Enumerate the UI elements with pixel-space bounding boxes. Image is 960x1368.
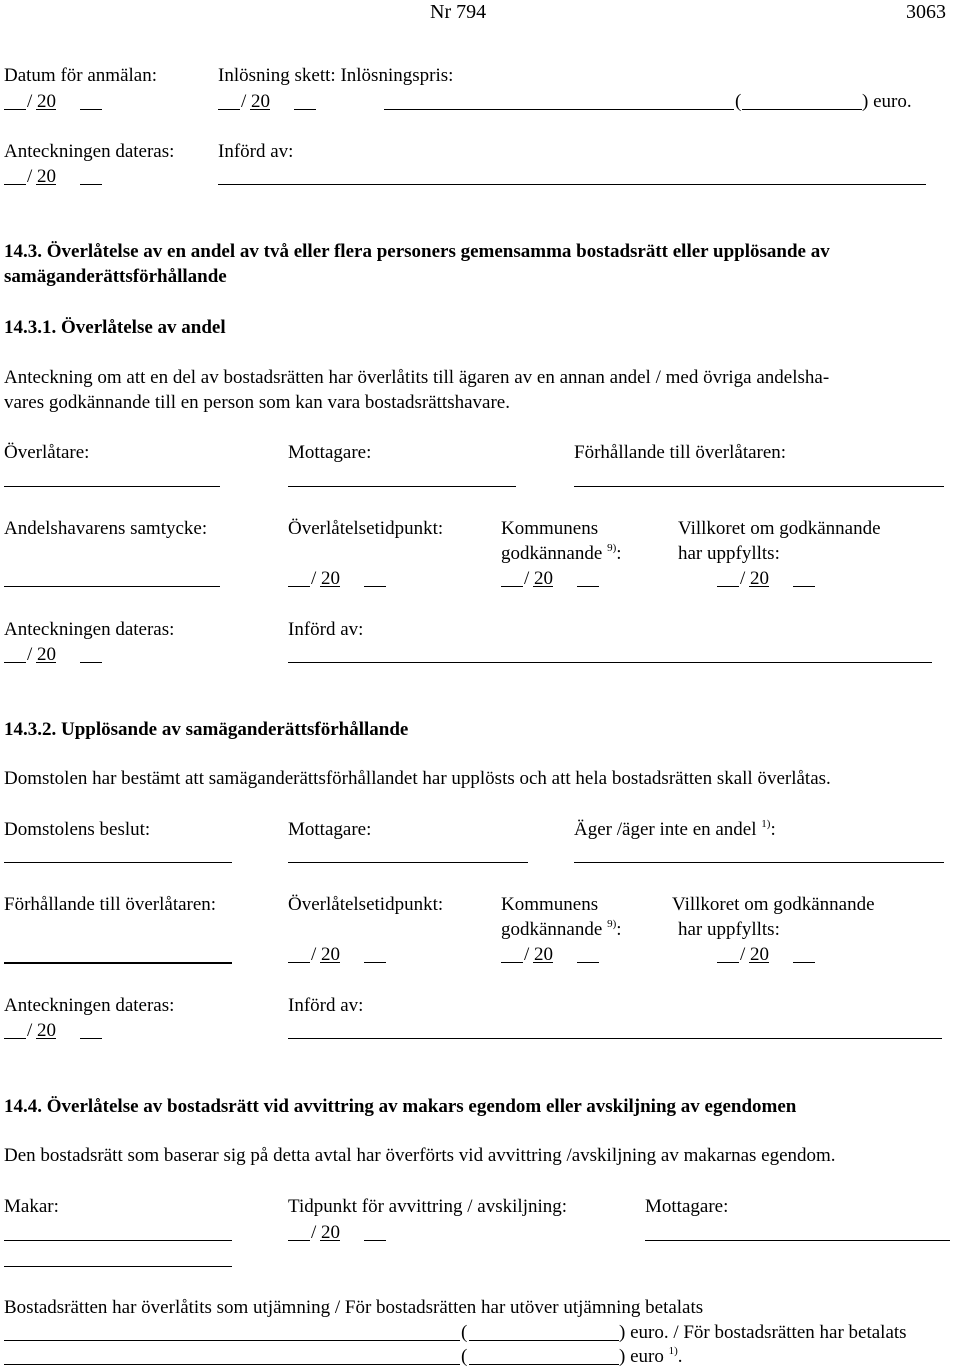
section-14-3-heading: 14.3. Överlåtelse av en andel av två eller flera personers gemensamma bostadsrätt eller upplösande av xyxy=(4,241,830,262)
date-day-line[interactable] xyxy=(4,1038,26,1039)
footnote-1: 1) xyxy=(761,818,771,830)
date-a: / 20 xyxy=(27,91,57,112)
makar-label: Makar: xyxy=(4,1196,59,1217)
utjamning-text-line[interactable] xyxy=(4,1340,460,1341)
villkoret-label: Villkoret om godkännande xyxy=(678,518,881,539)
samtycke-line[interactable] xyxy=(4,586,220,587)
inford-label: Införd av: xyxy=(288,619,364,640)
mottagare-label: Mottagare: xyxy=(288,819,372,840)
villkoret-date: / 20 xyxy=(740,568,770,589)
date-day-line[interactable] xyxy=(501,962,523,963)
section-14-3-1-paragraph: Anteckning om att en del av bostadsrätten har överlåtits till ägaren av en annan andel / med övriga andelsha- xyxy=(4,367,830,388)
price-amount-line[interactable] xyxy=(742,109,862,110)
forhallande-line[interactable] xyxy=(574,486,944,487)
kommunens-date: / 20 xyxy=(524,568,554,589)
date-day-line[interactable] xyxy=(288,586,310,587)
tidpunkt-label: Överlåtelsetidpunkt: xyxy=(288,894,444,915)
inford-label: Införd av: xyxy=(288,995,364,1016)
overlatare-line[interactable] xyxy=(4,486,220,487)
footnote-9: 9) xyxy=(607,918,617,930)
ager-label: Äger /äger inte en andel $^{1)}$: xyxy=(574,818,776,840)
section-14-3-1-paragraph-cont: vares godkännande till en person som kan vara bostadsrättshavare. xyxy=(4,392,510,413)
section-14-3-2-paragraph: Domstolen har bestämt att samäganderättsförhållandet har upplösts och att hela bostadsrätten skall överlåtas. xyxy=(4,768,831,789)
samtycke-label: Andelshavarens samtycke: xyxy=(4,518,208,539)
godkannande-label: godkännande $^{9)}$: xyxy=(501,918,622,940)
tidpunkt-label: Tidpunkt för avvittring / avskiljning: xyxy=(288,1196,568,1217)
mottagare-label: Mottagare: xyxy=(645,1196,729,1217)
date-month-line[interactable] xyxy=(533,962,553,963)
date-month-line[interactable] xyxy=(36,1038,56,1039)
godkannande-label: godkännande $^{9)}$: xyxy=(501,542,622,564)
inford-signature-line[interactable] xyxy=(288,1038,942,1039)
section-14-4-paragraph: Den bostadsrätt som baserar sig på detta avtal har överförts vid avvittring /avskiljning av makarnas egendom. xyxy=(4,1145,836,1166)
date-year-line[interactable] xyxy=(80,184,102,185)
makar-line-2[interactable] xyxy=(4,1266,232,1267)
date-year-line[interactable] xyxy=(793,586,815,587)
date-day-line[interactable] xyxy=(288,1240,310,1241)
date-year-line[interactable] xyxy=(80,1038,102,1039)
page-number: 3063 xyxy=(906,1,946,23)
anteckning-date: / 20 xyxy=(27,1020,57,1041)
date-month-line[interactable] xyxy=(320,962,340,963)
section-14-3-1-heading: 14.3.1. Överlåtelse av andel xyxy=(4,317,226,338)
villkoret-label: Villkoret om godkännande xyxy=(672,894,875,915)
beslut-line[interactable] xyxy=(4,862,232,863)
section-14-4-heading: 14.4. Överlåtelse av bostadsrätt vid avvittring av makars egendom eller avskiljning av egendomen xyxy=(4,1096,797,1117)
date-month-line[interactable] xyxy=(749,962,769,963)
tidpunkt-label: Överlåtelsetidpunkt: xyxy=(288,518,444,539)
footnote-9: 9) xyxy=(607,542,617,554)
date-month-line[interactable] xyxy=(533,586,553,587)
tidpunkt-date: / 20 xyxy=(311,568,341,589)
betalats-amount-line[interactable] xyxy=(469,1364,619,1365)
betalats-euro-text: ) euro $^{1)}$. xyxy=(619,1345,683,1367)
date-month-line[interactable] xyxy=(36,109,56,110)
document-number: Nr 794 xyxy=(430,1,487,23)
forhallande-label: Förhållande till överlåtaren: xyxy=(4,894,217,915)
date-year-line[interactable] xyxy=(364,962,386,963)
kommunens-label: Kommunens xyxy=(501,518,599,539)
makar-line[interactable] xyxy=(4,1240,232,1241)
mottagare-label: Mottagare: xyxy=(288,442,372,463)
date-c: / 20 xyxy=(27,166,57,187)
date-day-line[interactable] xyxy=(717,586,739,587)
date-year-line[interactable] xyxy=(793,962,815,963)
date-year-line[interactable] xyxy=(80,662,102,663)
date-b: / 20 xyxy=(241,91,271,112)
beslut-label: Domstolens beslut: xyxy=(4,819,151,840)
section-14-3-heading-cont: samäganderättsförhållande xyxy=(4,266,227,287)
date-year-line[interactable] xyxy=(80,109,102,110)
date-day-line[interactable] xyxy=(218,109,240,110)
villkoret-date: / 20 xyxy=(740,944,770,965)
euro-suffix: ) euro. xyxy=(862,91,912,112)
forhallande-label: Förhållande till överlåtaren: xyxy=(574,442,787,463)
mottagare-line[interactable] xyxy=(288,486,516,487)
date-day-line[interactable] xyxy=(4,662,26,663)
ager-line[interactable] xyxy=(574,862,944,863)
date-day-line[interactable] xyxy=(4,184,26,185)
date-day-line[interactable] xyxy=(501,586,523,587)
kommunens-label: Kommunens xyxy=(501,894,599,915)
inlosning-label: Inlösning skett: Inlösningspris: xyxy=(218,65,454,86)
utjamning-amount-line[interactable] xyxy=(469,1340,619,1341)
inford-signature-line[interactable] xyxy=(218,184,926,185)
date-month-line[interactable] xyxy=(36,184,56,185)
date-year-line[interactable] xyxy=(364,1240,386,1241)
datum-label: Datum för anmälan: xyxy=(4,65,158,86)
date-day-line[interactable] xyxy=(717,962,739,963)
date-year-line[interactable] xyxy=(577,586,599,587)
section-14-3-2-heading: 14.3.2. Upplösande av samäganderättsförhållande xyxy=(4,719,409,740)
date-month-line[interactable] xyxy=(749,586,769,587)
anteckning-label: Anteckningen dateras: xyxy=(4,995,175,1016)
anteckning-date: / 20 xyxy=(27,644,57,665)
date-day-line[interactable] xyxy=(4,109,26,110)
paren-open: ( xyxy=(461,1346,468,1367)
mottagare-line[interactable] xyxy=(288,862,528,863)
price-text-line[interactable] xyxy=(384,109,734,110)
uppfyllts-label: har uppfyllts: xyxy=(678,543,780,564)
mottagare-line[interactable] xyxy=(645,1240,950,1241)
forhallande-line[interactable] xyxy=(4,962,232,964)
footnote-1: 1) xyxy=(668,1345,678,1357)
date-month-line[interactable] xyxy=(36,662,56,663)
tidpunkt-date: / 20 xyxy=(311,1222,341,1243)
utjamning-text: Bostadsrätten har överlåtits som utjämning / För bostadsrätten har utöver utjämning betalats xyxy=(4,1297,704,1318)
overlatare-label: Överlåtare: xyxy=(4,442,90,463)
date-year-line[interactable] xyxy=(577,962,599,963)
date-month-line[interactable] xyxy=(250,109,270,110)
paren-open: ( xyxy=(735,91,742,112)
date-year-line[interactable] xyxy=(294,109,316,110)
betalats-text-line[interactable] xyxy=(4,1364,460,1365)
uppfyllts-label: har uppfyllts: xyxy=(678,919,780,940)
kommunens-date: / 20 xyxy=(524,944,554,965)
date-month-line[interactable] xyxy=(320,1240,340,1241)
anteckning-label: Anteckningen dateras: xyxy=(4,141,175,162)
anteckning-label: Anteckningen dateras: xyxy=(4,619,175,640)
paren-open: ( xyxy=(461,1322,468,1343)
inford-label: Införd av: xyxy=(218,141,294,162)
inford-signature-line[interactable] xyxy=(288,662,932,663)
date-month-line[interactable] xyxy=(320,586,340,587)
utjamning-euro-text: ) euro. / För bostadsrätten har betalats xyxy=(619,1322,907,1343)
tidpunkt-date: / 20 xyxy=(311,944,341,965)
date-year-line[interactable] xyxy=(364,586,386,587)
date-day-line[interactable] xyxy=(288,962,310,963)
